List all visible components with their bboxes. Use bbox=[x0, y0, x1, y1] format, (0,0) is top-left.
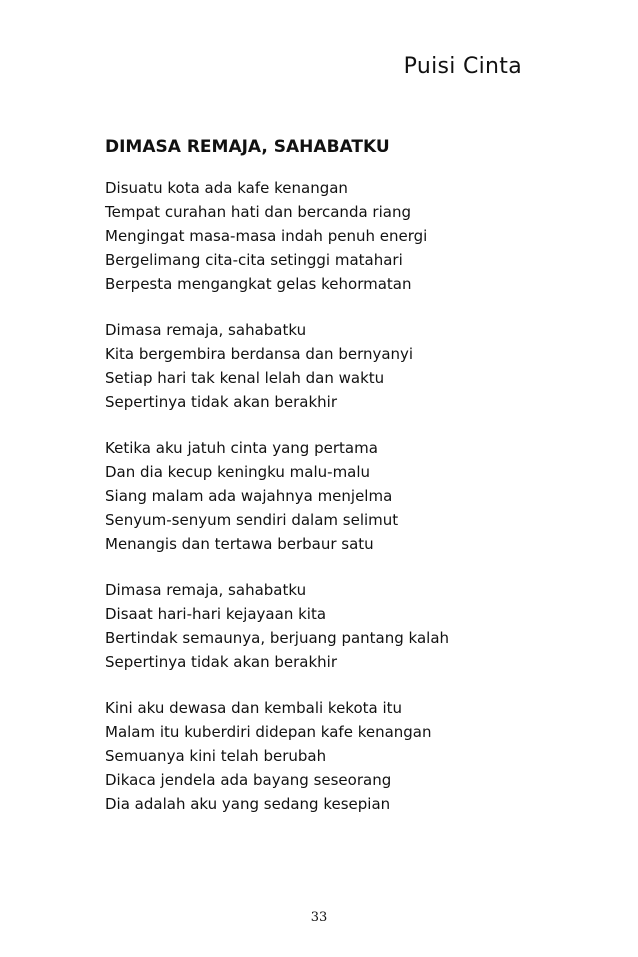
poem-line: Siang malam ada wajahnya menjelma bbox=[105, 487, 393, 505]
poem-line: Senyum-senyum sendiri dalam selimut bbox=[105, 511, 399, 529]
poem-line: Kita bergembira berdansa dan bernyanyi bbox=[105, 345, 414, 363]
poem-title: DIMASA REMAJA, SAHABATKU bbox=[105, 137, 390, 157]
poem-line: Malam itu kuberdiri didepan kafe kenangan bbox=[105, 723, 432, 741]
poem-line: Berpesta mengangkat gelas kehormatan bbox=[105, 275, 412, 293]
poem-line: Bergelimang cita-cita setinggi matahari bbox=[105, 251, 403, 269]
stanza-2 bbox=[105, 318, 545, 414]
poem-line: Menangis dan tertawa berbaur satu bbox=[105, 535, 374, 553]
poem-line: Kini aku dewasa dan kembali kekota itu bbox=[105, 699, 403, 717]
stanza-5 bbox=[105, 696, 545, 816]
poem-line: Disaat hari-hari kejayaan kita bbox=[105, 605, 327, 623]
page-number: 33 bbox=[310, 910, 328, 925]
poem-line: Bertindak semaunya, berjuang pantang kalah bbox=[105, 629, 450, 647]
poem-line: Dan dia kecup keningku malu-malu bbox=[105, 463, 371, 481]
poem-line: Dimasa remaja, sahabatku bbox=[105, 581, 307, 599]
stanza-3 bbox=[105, 436, 545, 556]
poem bbox=[105, 136, 545, 838]
poem-line: Dimasa remaja, sahabatku bbox=[105, 321, 307, 339]
poem-line: Sepertinya tidak akan berakhir bbox=[105, 393, 337, 411]
poem-line: Sepertinya tidak akan berakhir bbox=[105, 653, 337, 671]
poem-line: Semuanya kini telah berubah bbox=[105, 747, 327, 765]
poem-line: Setiap hari tak kenal lelah dan waktu bbox=[105, 369, 385, 387]
poem-line: Dikaca jendela ada bayang seseorang bbox=[105, 771, 392, 789]
stanza-4 bbox=[105, 578, 545, 674]
poem-line: Tempat curahan hati dan bercanda riang bbox=[105, 203, 411, 221]
poem-line: Disuatu kota ada kafe kenangan bbox=[105, 179, 348, 197]
running-header-title: Puisi Cinta bbox=[403, 54, 522, 79]
poem-line: Dia adalah aku yang sedang kesepian bbox=[105, 795, 391, 813]
poem-line: Ketika aku jatuh cinta yang pertama bbox=[105, 439, 378, 457]
poem-line: Mengingat masa-masa indah penuh energi bbox=[105, 227, 428, 245]
stanza-1 bbox=[105, 176, 545, 296]
